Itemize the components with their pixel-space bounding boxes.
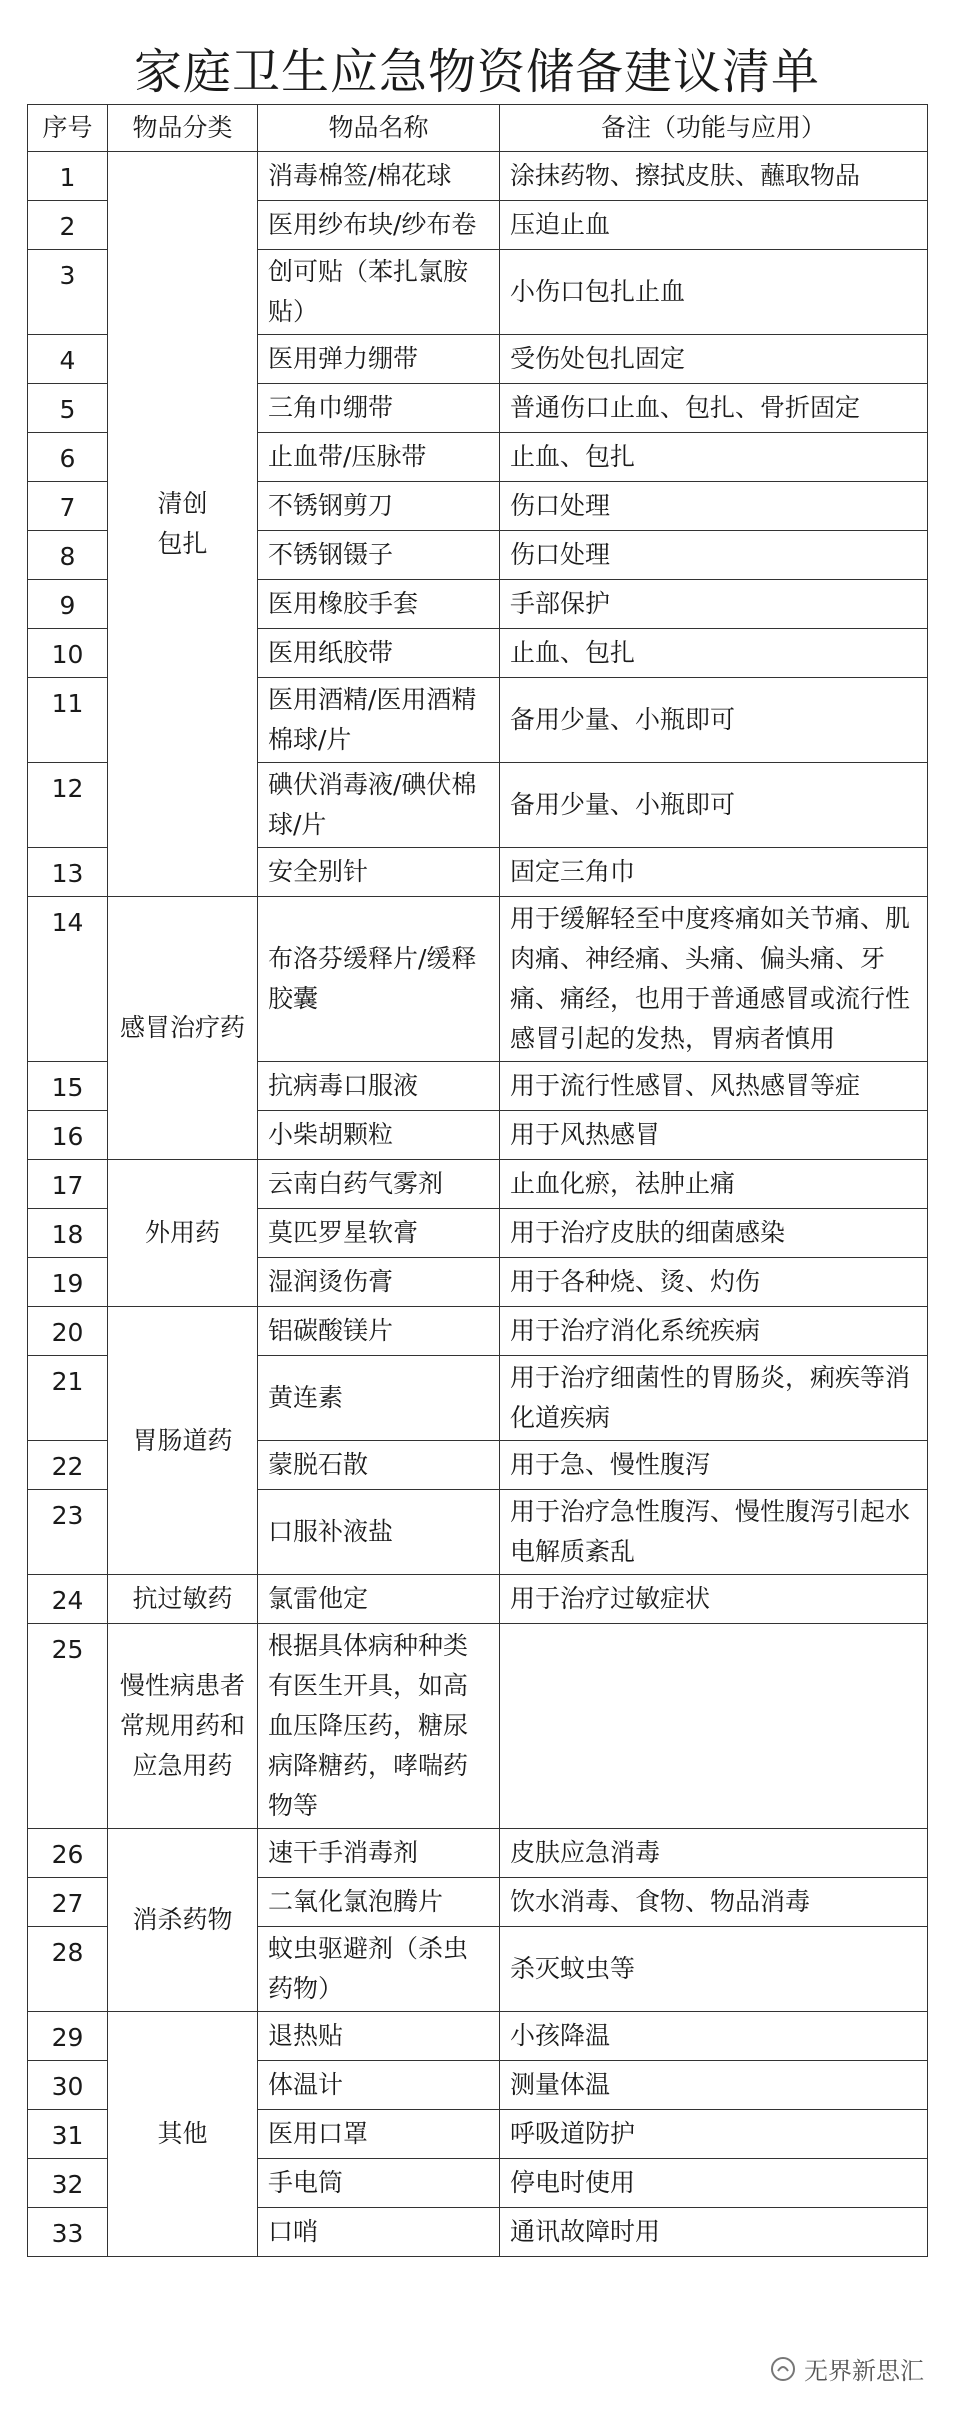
item-name: 黄连素 [258,1356,500,1441]
item-name: 医用口罩 [258,2110,500,2159]
row-number: 27 [28,1878,108,1927]
row-number: 13 [28,848,108,897]
item-name: 湿润烫伤膏 [258,1258,500,1307]
item-name: 消毒棉签/棉花球 [258,152,500,201]
item-name: 莫匹罗星软膏 [258,1209,500,1258]
item-note: 小伤口包扎止血 [500,250,928,335]
header-note: 备注（功能与应用） [500,105,928,152]
row-number: 7 [28,482,108,531]
item-name: 止血带/压脉带 [258,433,500,482]
row-number: 25 [28,1624,108,1829]
item-name: 创可贴（苯扎氯胺贴） [258,250,500,335]
table-row [28,1160,928,1209]
category-cell: 抗过敏药 [108,1575,258,1624]
row-number: 15 [28,1062,108,1111]
header-number: 序号 [28,105,108,152]
item-note: 备用少量、小瓶即可 [500,763,928,848]
item-note: 止血、包扎 [500,629,928,678]
item-note [500,1624,928,1829]
row-number: 31 [28,2110,108,2159]
table-row [28,152,928,201]
item-note: 受伤处包扎固定 [500,335,928,384]
item-note: 涂抹药物、擦拭皮肤、蘸取物品 [500,152,928,201]
item-name: 蚊虫驱避剂（杀虫药物） [258,1927,500,2012]
item-note: 用于风热感冒 [500,1111,928,1160]
row-number: 29 [28,2012,108,2061]
item-name: 手电筒 [258,2159,500,2208]
row-number: 4 [28,335,108,384]
row-number: 21 [28,1356,108,1441]
row-number: 33 [28,2208,108,2257]
item-note: 用于治疗消化系统疾病 [500,1307,928,1356]
item-name: 不锈钢镊子 [258,531,500,580]
row-number: 14 [28,897,108,1062]
item-name: 二氧化氯泡腾片 [258,1878,500,1927]
row-number: 5 [28,384,108,433]
row-number: 16 [28,1111,108,1160]
row-number: 8 [28,531,108,580]
item-name: 氯雷他定 [258,1575,500,1624]
item-name: 医用酒精/医用酒精棉球/片 [258,678,500,763]
item-note: 止血、包扎 [500,433,928,482]
item-note: 备用少量、小瓶即可 [500,678,928,763]
item-name: 退热贴 [258,2012,500,2061]
item-note: 手部保护 [500,580,928,629]
item-name: 铝碳酸镁片 [258,1307,500,1356]
row-number: 32 [28,2159,108,2208]
item-note: 止血化瘀，祛肿止痛 [500,1160,928,1209]
item-note: 伤口处理 [500,482,928,531]
item-note: 用于流行性感冒、风热感冒等症 [500,1062,928,1111]
table-row [28,897,928,1062]
row-number: 30 [28,2061,108,2110]
row-number: 9 [28,580,108,629]
item-note: 通讯故障时用 [500,2208,928,2257]
table-body [28,152,928,2257]
category-cell: 外用药 [108,1160,258,1307]
category-cell: 感冒治疗药 [108,897,258,1160]
item-name: 医用橡胶手套 [258,580,500,629]
table-row [28,1575,928,1624]
row-number: 6 [28,433,108,482]
item-name: 医用纱布块/纱布卷 [258,201,500,250]
item-note: 皮肤应急消毒 [500,1829,928,1878]
watermark [770,2351,924,2386]
item-name: 三角巾绷带 [258,384,500,433]
item-name: 不锈钢剪刀 [258,482,500,531]
category-cell: 清创 包扎 [108,152,258,897]
item-note: 停电时使用 [500,2159,928,2208]
table-row [28,2012,928,2061]
item-name: 碘伏消毒液/碘伏棉球/片 [258,763,500,848]
item-note: 普通伤口止血、包扎、骨折固定 [500,384,928,433]
category-cell: 其他 [108,2012,258,2257]
item-name: 口哨 [258,2208,500,2257]
item-name: 体温计 [258,2061,500,2110]
row-number: 26 [28,1829,108,1878]
page-title: 家庭卫生应急物资储备建议清单 [133,44,820,100]
item-note: 杀灭蚊虫等 [500,1927,928,2012]
item-note: 用于治疗细菌性的胃肠炎，痢疾等消化道疾病 [500,1356,928,1441]
row-number: 12 [28,763,108,848]
row-number: 23 [28,1490,108,1575]
table-row [28,1307,928,1356]
row-number: 3 [28,250,108,335]
item-note: 测量体温 [500,2061,928,2110]
table-row [28,1624,928,1829]
item-note: 用于缓解轻至中度疼痛如关节痛、肌肉痛、神经痛、头痛、偏头痛、牙痛、痛经，也用于普通感冒或流行性感冒引起的发热，胃病者慎用 [500,897,928,1062]
row-number: 19 [28,1258,108,1307]
item-name: 布洛芬缓释片/缓释胶囊 [258,897,500,1062]
item-name: 抗病毒口服液 [258,1062,500,1111]
table-header-row [28,105,928,152]
wechat-official-account-icon [770,2356,796,2382]
row-number: 10 [28,629,108,678]
row-number: 24 [28,1575,108,1624]
category-cell: 消杀药物 [108,1829,258,2012]
item-note: 用于治疗过敏症状 [500,1575,928,1624]
item-note: 固定三角巾 [500,848,928,897]
item-name: 速干手消毒剂 [258,1829,500,1878]
item-name: 小柴胡颗粒 [258,1111,500,1160]
item-note: 伤口处理 [500,531,928,580]
item-name: 根据具体病种种类有医生开具，如高血压降压药，糖尿病降糖药，哮喘药物等 [258,1624,500,1829]
item-note: 饮水消毒、食物、物品消毒 [500,1878,928,1927]
item-note: 小孩降温 [500,2012,928,2061]
item-name: 口服补液盐 [258,1490,500,1575]
row-number: 2 [28,201,108,250]
header-item-name: 物品名称 [258,105,500,152]
item-note: 呼吸道防护 [500,2110,928,2159]
item-note: 用于治疗皮肤的细菌感染 [500,1209,928,1258]
row-number: 18 [28,1209,108,1258]
row-number: 11 [28,678,108,763]
table-row [28,1829,928,1878]
item-name: 医用纸胶带 [258,629,500,678]
category-cell: 胃肠道药 [108,1307,258,1575]
item-name: 蒙脱石散 [258,1441,500,1490]
item-name: 云南白药气雾剂 [258,1160,500,1209]
watermark-text: 无界新思汇 [804,2357,924,2385]
item-note: 用于治疗急性腹泻、慢性腹泻引起水电解质紊乱 [500,1490,928,1575]
row-number: 17 [28,1160,108,1209]
item-note: 压迫止血 [500,201,928,250]
item-note: 用于急、慢性腹泻 [500,1441,928,1490]
category-cell: 慢性病患者常规用药和应急用药 [108,1624,258,1829]
item-note: 用于各种烧、烫、灼伤 [500,1258,928,1307]
supplies-table [27,104,928,2257]
item-name: 医用弹力绷带 [258,335,500,384]
row-number: 1 [28,152,108,201]
row-number: 22 [28,1441,108,1490]
row-number: 28 [28,1927,108,2012]
item-name: 安全别针 [258,848,500,897]
row-number: 20 [28,1307,108,1356]
header-category: 物品分类 [108,105,258,152]
